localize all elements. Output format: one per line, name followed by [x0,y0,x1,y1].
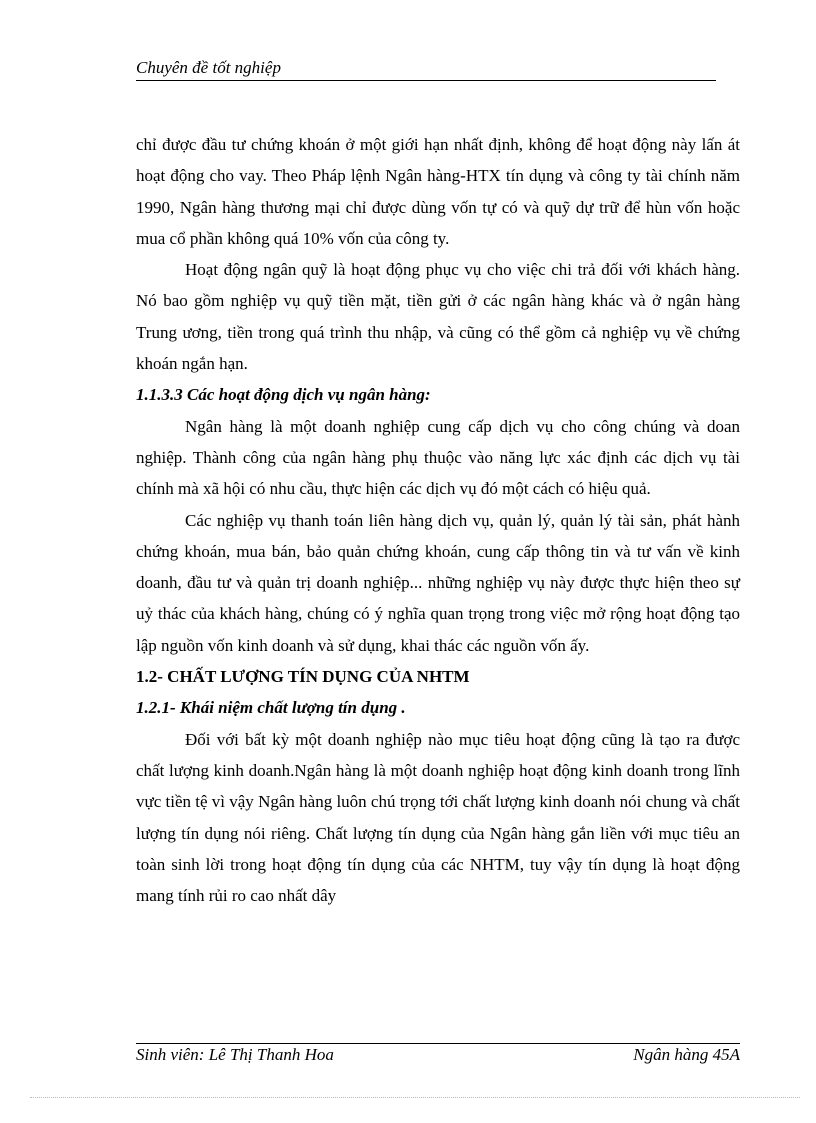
paragraph-bank-as-service: Ngân hàng là một doanh nghiệp cung cấp dịch vụ cho công chúng và doan nghiệp. Thành công của ngân hàng phụ thuộc vào năng lực xác định các dịch vụ tài chính mà xã hội có nhu cầu, thực hiện các dịch vụ đó một cách có hiệu quả. [136,416,740,499]
heading-banking-services: 1.1.3.3 Các hoạt động dịch vụ ngân hàng: [136,385,431,405]
page-header [136,58,716,81]
paragraph-service-operations: Các nghiệp vụ thanh toán liên hàng dịch vụ, quản lý, quản lý tài sản, phát hành chứng khoán, mua bán, bảo quản chứng khoán, cung cấp thông tin và tư vấn về kinh doanh, đầu tư và quản trị doanh nghiệp... những nghiệp vụ này được thực hiện theo sự uỷ thác của khách hàng, chúng có ý nghĩa quan trọng trong việc mở rộng hoạt động tạo lập nguồn vốn kinh doanh và sử dụng, khai thác các nguồn vốn ấy. [136,510,740,655]
page-edge-divider [30,1097,800,1098]
paragraph-credit-quality-definition: Đối với bất kỳ một doanh nghiệp nào mục tiêu hoạt động cũng là tạo ra được chất lượng kinh doanh.Ngân hàng là một doanh nghiệp hoạt động kinh doanh trong lĩnh vực tiền tệ vì vậy Ngân hàng luôn chú trọng tới chất lượng kinh doanh nói chung và chất lượng tín dụng nói riêng. Chất lượng tín dụng của Ngân hàng gắn liền với mục tiêu an toàn sinh lời trong hoạt động tín dụng của các NHTM, tuy vậy tín dụng là hoạt động mang tính rủi ro cao nhất dây [136,729,740,906]
footer-student: Sinh viên: Lê Thị Thanh Hoa [136,1045,334,1064]
heading-credit-quality-concept: 1.2.1- Khái niệm chất lượng tín dụng . [136,698,406,718]
paragraph-investment-limits: chỉ được đầu tư chứng khoán ở một giới hạn nhất định, không để hoạt động này lấn át hoạt động cho vay. Theo Pháp lệnh Ngân hàng-HTX tín dụng và công ty tài chính năm 1990, Ngân hàng thương mại chỉ được dùng vốn tự có và quỹ dự trữ để hùn vốn hoặc mua cổ phần không quá 10% vốn của công ty. [136,135,740,248]
page-footer [136,1043,740,1070]
footer-class: Ngân hàng 45A [633,1045,740,1064]
header-title: Chuyên đề tốt nghiệp [136,58,281,77]
heading-credit-quality: 1.2- CHẤT LƯỢNG TÍN DỤNG CỦA NHTM [136,667,470,687]
paragraph-treasury: Hoạt động ngân quỹ là hoạt động phục vụ cho việc chi trả đối với khách hàng. Nó bao gồm nghiệp vụ quỹ tiền mặt, tiền gửi ở các ngân hàng khác và ở ngân hàng Trung ương, tiền trong quá trình thu nhập, và cũng có thể gồm cả nghiệp vụ về chứng khoán ngắn hạn. [136,260,740,374]
document-body [136,129,740,911]
